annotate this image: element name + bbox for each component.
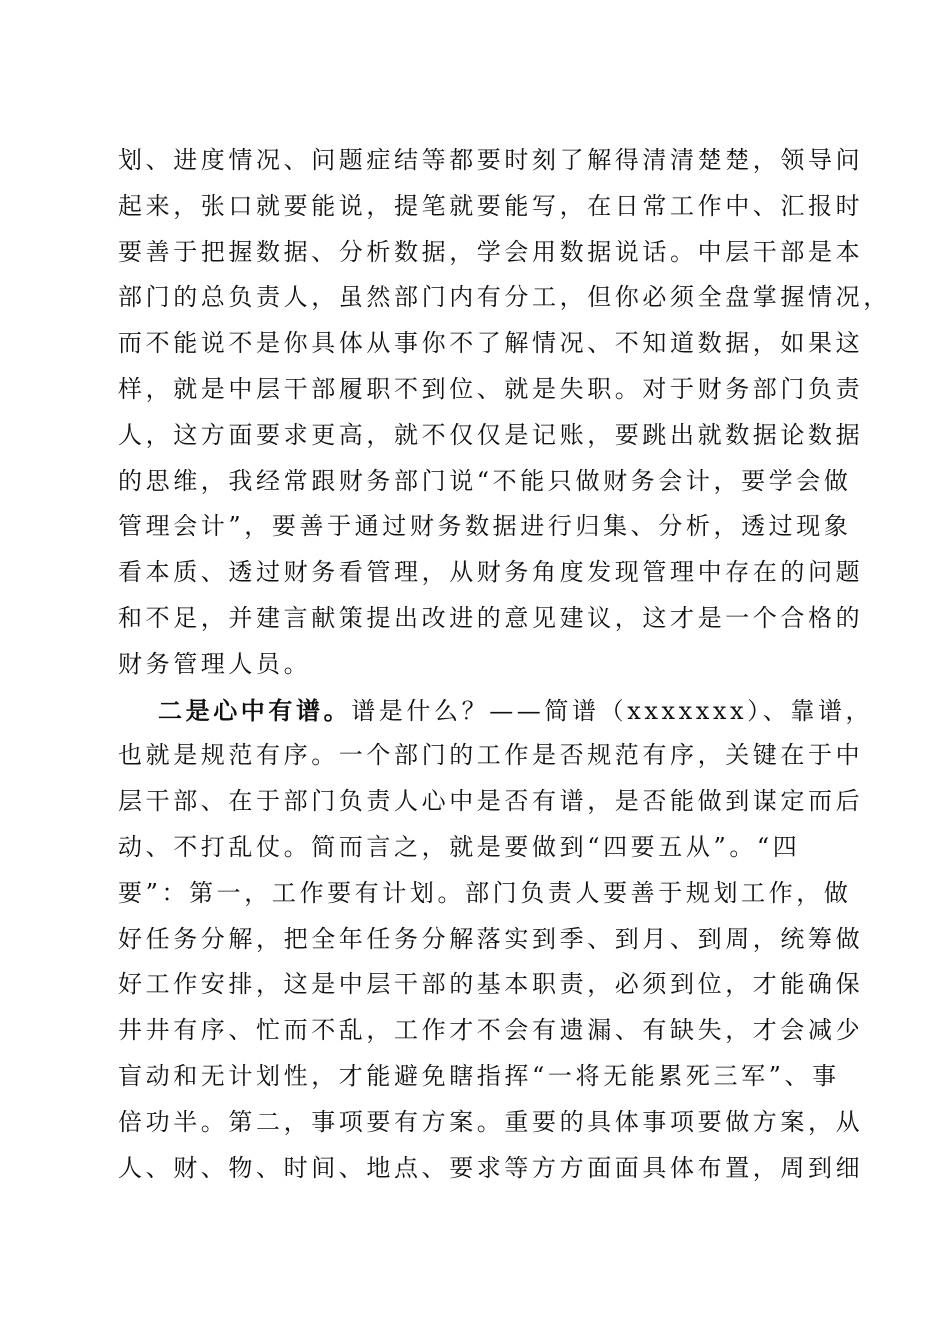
text-line-7: 人，这方面要求更高，就不仅仅是记账，要跳出就数据论数据: [118, 420, 864, 449]
text-line-9: 管理会计”，要善于通过财务数据进行归集、分析，透过现象: [118, 512, 852, 541]
text-line-18: 好任务分解，把全年任务分解落实到季、到月、到周，统筹做: [118, 924, 864, 953]
text-line-21: 盲动和无计划性，才能避免瞎指挥“一将无能累死三军”、事: [118, 1061, 840, 1090]
text-line-11: 和不足，并建言献策提出改进的意见建议，这才是一个合格的: [118, 603, 864, 632]
text-line-16: 动、不打乱仗。简而言之，就是要做到“四要五从”。“四: [118, 832, 801, 861]
text-line-8: 的思维，我经常跟财务部门说“不能只做财务会计，要学会做: [118, 466, 852, 495]
paragraph-2-first-line: [118, 688, 874, 734]
text-line-4: 部门的总负责人，虽然部门内有分工，但你必须全盘掌握情况，: [118, 283, 891, 312]
body-text: [118, 138, 891, 1191]
text-line-15: 层干部、在于部门负责人心中是否有谱，是否能做到谋定而后: [118, 787, 864, 816]
paragraph-2-first-rest: 谱是什么？——简谱（xxxxxxx）、靠谱，: [351, 696, 874, 725]
text-line-19: 好工作安排，这是中层干部的基本职责，必须到位，才能确保: [118, 970, 864, 999]
text-line-10: 看本质、透过财务看管理，从财务角度发现管理中存在的问题: [118, 558, 864, 587]
text-line-22: 倍功半。第二，事项要有方案。重要的具体事项要做方案，从: [118, 1107, 864, 1136]
text-line-6: 样，就是中层干部履职不到位、就是失职。对于财务部门负责: [118, 374, 864, 403]
text-line-14: 也就是规范有序。一个部门的工作是否规范有序，关键在于中: [118, 741, 864, 770]
text-line-20: 井井有序、忙而不乱，工作才不会有遗漏、有缺失，才会减少: [118, 1016, 864, 1045]
text-line-5: 而不能说不是你具体从事你不了解情况、不知道数据，如果这: [118, 329, 864, 358]
text-line-17: 要”：第一，工作要有计划。部门负责人要善于规划工作，做: [118, 878, 852, 907]
text-line-3: 要善于把握数据、分析数据，学会用数据说话。中层干部是本: [118, 237, 864, 266]
text-line-23: 人、财、物、时间、地点、要求等方方面面具体布置，周到细: [118, 1153, 864, 1182]
text-line-1: 划、进度情况、问题症结等都要时刻了解得清清楚楚，领导问: [118, 146, 864, 174]
paragraph-2-heading: 二是心中有谱。: [158, 695, 352, 725]
text-line-12: 财务管理人员。: [118, 649, 312, 678]
text-line-2: 起来，张口就要能说，提笔就要能写，在日常工作中、汇报时: [118, 191, 864, 220]
